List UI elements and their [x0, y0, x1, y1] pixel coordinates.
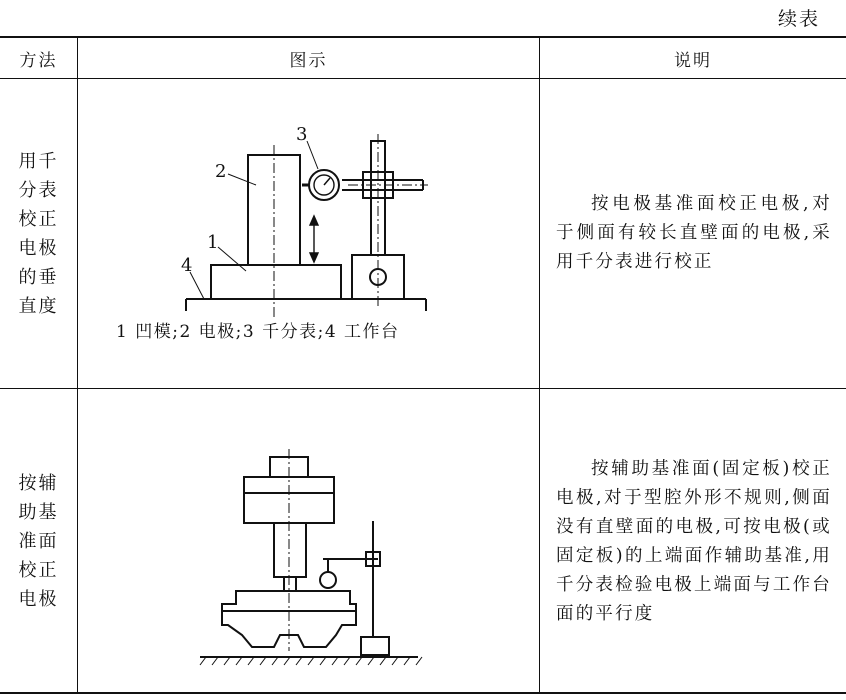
method-cell: 用千分表校正电极的垂直度: [18, 150, 59, 317]
callout-4: 4: [181, 255, 193, 276]
header-figure: 图示: [289, 50, 328, 71]
description-cell: 按辅助基准面(固定板)校正电极,对于型腔外形不规则,侧面没有直壁面的电极,可按电极(或固定板)的上端面作辅助基准,用千分表检验电极上端面与工作台面的平行度: [556, 458, 832, 624]
auxiliary-datum-diagram: [78, 389, 539, 694]
figure-cell: [78, 389, 539, 694]
header-method: 方法: [19, 50, 58, 71]
header-description: 说明: [674, 50, 712, 71]
method-cell: 按辅助基准面校正电极: [18, 473, 59, 610]
callout-1: 1: [207, 232, 219, 253]
continued-label: 续表: [777, 8, 820, 30]
callout-3: 3: [296, 124, 308, 145]
description-cell: 按电极基准面校正电极,对于侧面有较长直壁面的电极,采用千分表进行校正: [556, 194, 832, 272]
table-row: [0, 389, 846, 694]
figure-caption: 1 凹模;2 电极;3 千分表;4 工作台: [116, 322, 400, 342]
table-row: [0, 79, 846, 389]
callout-2: 2: [215, 161, 227, 182]
method-table: [0, 36, 846, 694]
table-header: [0, 38, 846, 79]
figure-cell: [78, 79, 539, 388]
dial-indicator-vertical-diagram: [78, 79, 539, 388]
